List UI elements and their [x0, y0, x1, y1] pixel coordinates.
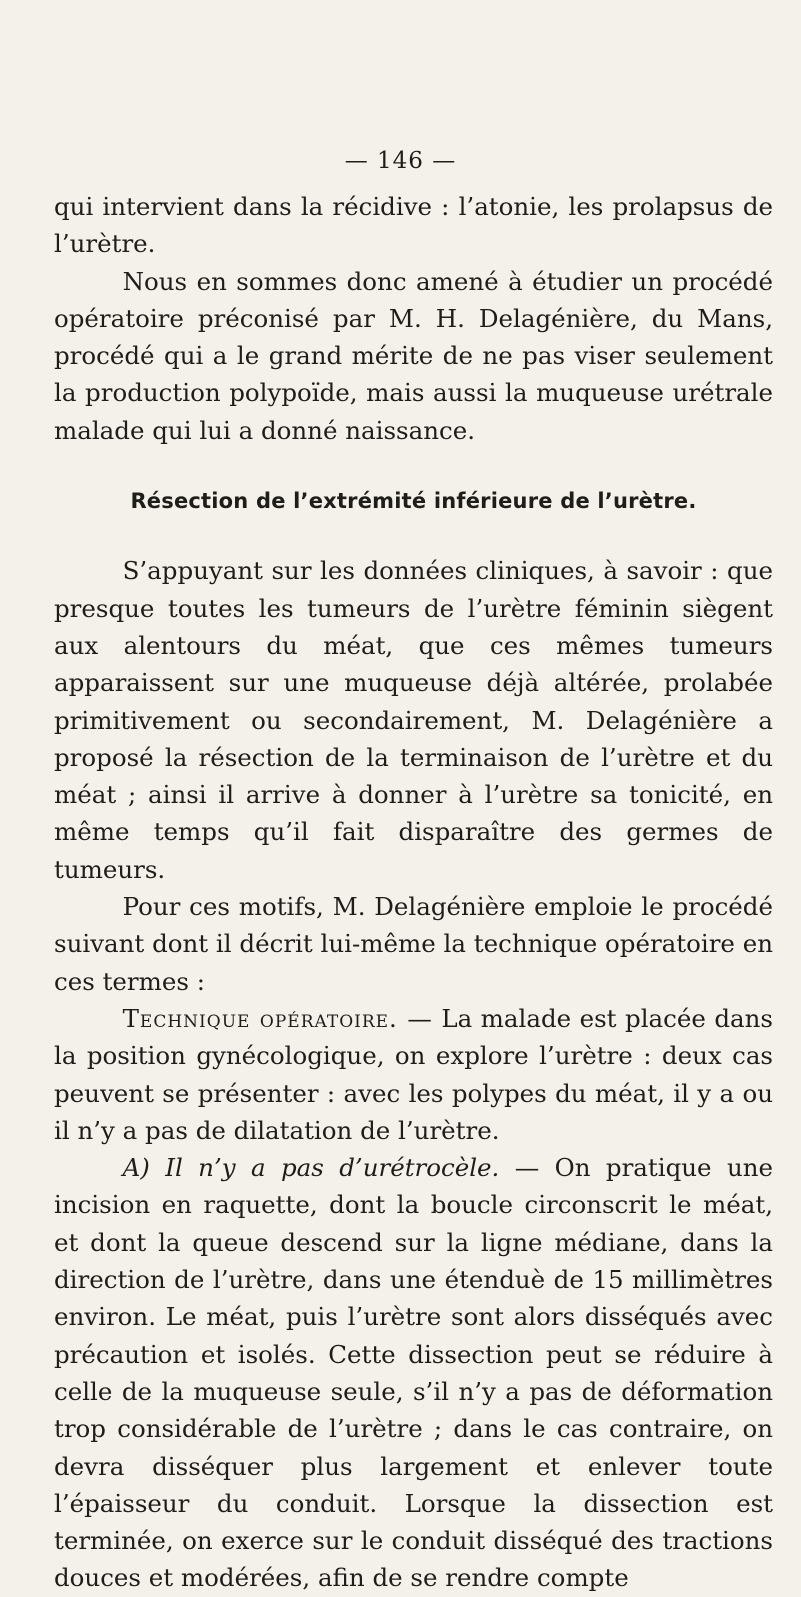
technique-text: La malade est placée dans la position gynécologique, on explore l’urètre : deux cas peuvent se présenter : avec les polypes du méat, il y a ou il n’y a pas de dilatation de l’urètre.: [54, 1003, 773, 1145]
paragraph-3: S’appuyant sur les données cliniques, à savoir : que presque toutes les tumeurs de l’urètre féminin siègent aux alentours du méat, que ces mêmes tumeurs apparaissent sur une muqueuse déjà altérée, prolabée primitivement ou secondairement, M. Delagénière a proposé la résection de la terminaison de l’urètre et du méat ; ainsi il arrive à donner à l’urètre sa tonicité, en même temps qu’il fait disparaître des germes de tumeurs.: [54, 556, 773, 884]
paragraph-1: qui intervient dans la récidive : l’atonie, les prolapsus de l’urètre.: [54, 192, 773, 259]
section-heading: Résection de l’extrémité inférieure de l’urètre.: [130, 489, 697, 514]
case-a-label: A): [122, 1153, 150, 1183]
page-number: — 146 —: [344, 148, 457, 174]
case-a-title: Il n’y a pas d’urétrocèle.: [165, 1153, 500, 1183]
page-body: [54, 188, 773, 1597]
paragraph-4: Pour ces motifs, M. Delagénière emploie le procédé suivant dont il décrit lui-même la technique opératoire en ces termes :: [54, 892, 773, 996]
case-a-text: — On pratique une incision en raquette, dont la boucle circonscrit le méat, et dont la queue descend sur la ligne médiane, dans la direction de l’urètre, dans une étenduè de 15 millimètres environ. Le méat, puis l’urètre sont alors disséqués avec précaution et isolés. Cette dissection peut se réduire à celle de la muqueuse seule, s’il n’y a pas de déformation trop considérable de l’urètre ; dans le cas contraire, on devra disséquer plus largement et enlever toute l’épaisseur du conduit. Lorsque la dissection est terminée, on exerce sur le conduit disséqué des tractions douces et modérées, afin de se rendre compte: [54, 1153, 773, 1593]
paragraph-2: Nous en sommes donc amené à étudier un procédé opératoire préconisé par M. H. Delagénière, du Mans, procédé qui a le grand mérite de ne pas viser seulement la production polypoïde, mais aussi la muqueuse urétrale malade qui lui a donné naissance.: [54, 266, 773, 445]
paragraph-6: [54, 1149, 773, 1597]
paragraph-5: [54, 1000, 773, 1149]
technique-label: Technique opératoire. —: [122, 1003, 433, 1033]
